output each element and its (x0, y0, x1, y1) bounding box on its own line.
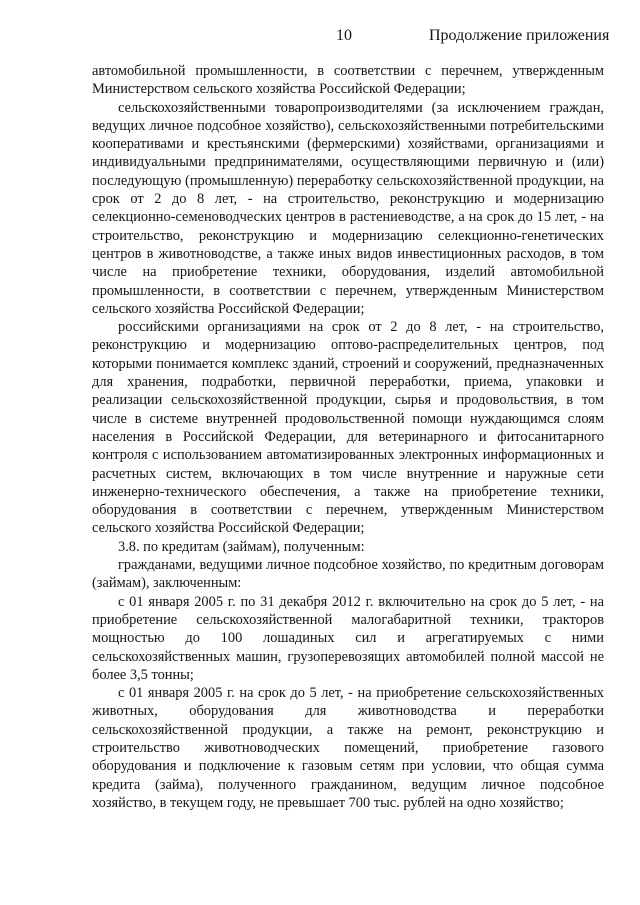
paragraph: с 01 января 2005 г. на срок до 5 лет, - на приобретение сельскохозяйственных животных, оборудования для животноводства и переработки сельскохозяйственной продукции, а также на ремонт, реконструкцию и строительство животноводческих помещений, приобретение газового оборудования и подключение к газовым сетям при условии, что общая сумма кредита (займа), полученного гражданином, ведущим личное подсобное хозяйство, в текущем году, не превышает 700 тыс. рублей на одно хозяйство; (92, 685, 604, 811)
paragraph: сельскохозяйственными товаропроизводителями (за исключением граждан, ведущих личное подсобное хозяйство), сельскохозяйственными потребительскими кооперативами и крестьянскими (фермерскими) хозяйствами, организациями и индивидуальными предпринимателями, осуществляющими первичную и (или) последующую (промышленную) переработку сельскохозяйственной продукции, на срок от 2 до 8 лет, - на строительство, реконструкцию и модернизацию селекционно-семеноводческих центров в растениеводстве, а на срок до 15 лет, - на строительство, реконструкцию и модернизацию селекционно-генетических центров в животноводстве, а также иных видов инвестиционных расходов, в том числе на приобретение техники, оборудования, изделий автомобильной промышленности, в соответствии с перечнем, утвержденным Министерством сельского хозяйства Российской Федерации; (92, 99, 604, 317)
paragraph: автомобильной промышленности, в соответствии с перечнем, утвержденным Министерством сельского хозяйства Российской Федерации; (92, 63, 604, 98)
paragraph: 3.8. по кредитам (займам), полученным: (118, 538, 365, 555)
paragraph: российскими организациями на срок от 2 до 8 лет, - на строительство, реконструкцию и модернизацию оптово-распределительных центров, под которыми понимается комплекс зданий, строений и сооружений, предназначенных для хранения, подработки, первичной переработки, приема, упаковки и реализации сельскохозяйственной продукции, сырья и продовольствия, в том числе в системе внутренней продовольственной помощи нуждающимся слоям населения в Российской Федерации, для ветеринарного и фитосанитарного контроля с использованием автоматизированных электронных информационных и расчетных систем, включающих в том числе внутренние и наружные сети инженерно-технического обеспечения, а также на приобретение техники, оборудования в соответствии с перечнем, утвержденным Министерством сельского хозяйства Российской Федерации; (92, 319, 604, 537)
paragraph: с 01 января 2005 г. по 31 декабря 2012 г. включительно на срок до 5 лет, - на приобретение сельскохозяйственной малогабаритной техники, тракторов мощностью до 100 лошадиных сил и агрегатируемых с ними сельскохозяйственных машин, грузоперевозящих автомобилей полной массой не более 3,5 тонны; (92, 593, 604, 683)
running-title: Продолжение приложения (429, 27, 610, 44)
body-text (92, 62, 604, 812)
paragraph: гражданами, ведущими личное подсобное хозяйство, по кредитным договорам (займам), заключенным: (92, 557, 604, 592)
page-header (0, 27, 640, 51)
page-number: 10 (336, 27, 352, 44)
